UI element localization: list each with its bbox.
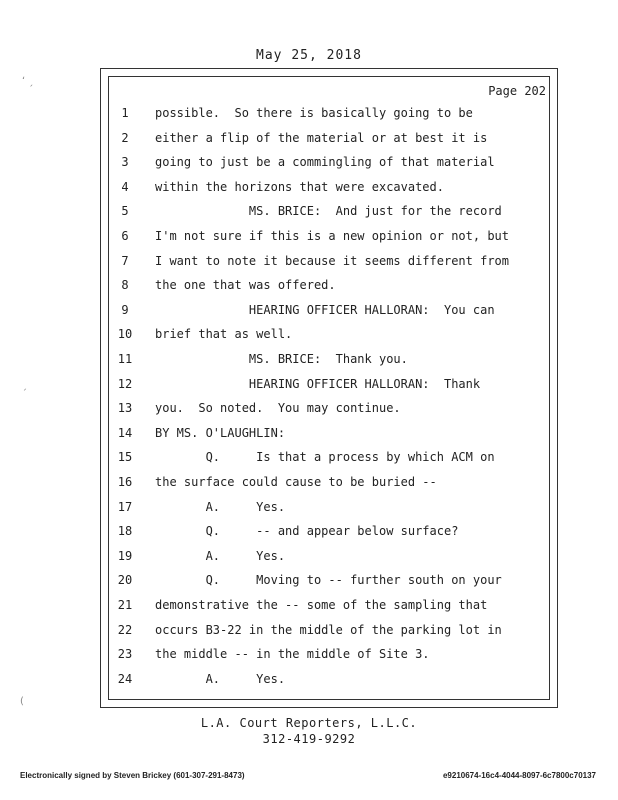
line-text: either a flip of the material or at best it is	[155, 130, 488, 145]
line-text: I'm not sure if this is a new opinion or not, but	[155, 229, 510, 243]
transcript-line	[110, 327, 550, 347]
line-number: 7	[121, 253, 129, 268]
transcript-line	[110, 647, 550, 667]
line-text: the surface could cause to be buried --	[155, 475, 437, 489]
transcript-line	[110, 524, 550, 544]
line-text: within the horizons that were excavated.	[155, 179, 444, 194]
line-number: 19	[117, 548, 133, 563]
transcript-line	[110, 352, 550, 372]
transcript-line	[110, 475, 550, 495]
transcript-line	[110, 377, 550, 397]
reporter-phone: 312-419-9292	[262, 732, 356, 746]
transcript-line	[110, 549, 550, 569]
line-number: 17	[117, 499, 133, 514]
line-text: possible. So there is basically going to be	[155, 106, 473, 120]
transcript-line	[110, 278, 550, 298]
line-number: 13	[117, 401, 133, 416]
line-number: 8	[121, 278, 129, 293]
line-number: 1	[121, 106, 129, 120]
line-text: going to just be a commingling of that material	[155, 155, 495, 170]
reporter-company: L.A. Court Reporters, L.L.C.	[200, 716, 418, 730]
line-text: occurs B3-22 in the middle of the parking lot in	[155, 622, 502, 637]
transcript-line	[110, 229, 550, 249]
line-text: Q. Is that a process by which ACM on	[155, 450, 495, 465]
transcript-line	[110, 106, 550, 126]
line-number: 11	[117, 352, 133, 366]
line-number: 6	[121, 229, 129, 243]
line-text: brief that as well.	[155, 327, 293, 342]
transcript-line	[110, 573, 550, 593]
transcript-line	[110, 180, 550, 200]
scan-mark: ˏ	[22, 380, 27, 391]
line-number: 2	[121, 130, 129, 145]
line-text: demonstrative the -- some of the sampling that	[155, 598, 488, 612]
transcript-line	[110, 500, 550, 520]
line-number: 3	[121, 155, 129, 170]
line-text: HEARING OFFICER HALLORAN: You can	[155, 302, 495, 317]
line-number: 21	[117, 598, 133, 612]
line-number: 18	[117, 524, 133, 539]
transcript-line	[110, 598, 550, 618]
transcript-line	[110, 450, 550, 470]
transcript-line	[110, 204, 550, 224]
line-number: 23	[117, 647, 133, 662]
line-text: MS. BRICE: And just for the record	[155, 204, 502, 219]
transcript-line	[110, 254, 550, 274]
transcript-line	[110, 303, 550, 323]
transcript-date: May 25, 2018	[256, 48, 362, 63]
line-text: A. Yes.	[155, 671, 286, 686]
line-text: A. Yes.	[155, 548, 286, 563]
transcript-line	[110, 131, 550, 151]
scan-mark: ʻ ˏ	[22, 76, 34, 87]
line-number: 22	[117, 622, 133, 637]
line-text: HEARING OFFICER HALLORAN: Thank	[155, 376, 481, 391]
line-text: MS. BRICE: Thank you.	[155, 352, 408, 366]
line-number: 4	[121, 179, 129, 194]
transcript-line	[110, 426, 550, 446]
line-text: Q. Moving to -- further south on your	[155, 573, 502, 588]
line-number: 24	[117, 671, 133, 686]
line-text: BY MS. O'LAUGHLIN:	[155, 425, 286, 440]
line-text: Q. -- and appear below surface?	[155, 524, 459, 539]
transcript-line	[110, 623, 550, 643]
line-number: 20	[117, 573, 133, 588]
line-number: 9	[121, 302, 129, 317]
line-number: 16	[117, 475, 133, 489]
line-number: 15	[117, 450, 133, 465]
transcript-line	[110, 401, 550, 421]
line-text: you. So noted. You may continue.	[155, 401, 401, 416]
page-number: Page 202	[488, 84, 546, 98]
line-text: I want to note it because it seems different from	[155, 253, 510, 268]
line-number: 5	[121, 204, 129, 219]
transcript-line	[110, 155, 550, 175]
line-number: 12	[117, 376, 133, 391]
line-text: the one that was offered.	[155, 278, 336, 293]
line-text: the middle -- in the middle of Site 3.	[155, 647, 430, 662]
line-number: 10	[117, 327, 133, 342]
scan-mark: (	[20, 696, 24, 707]
line-number: 14	[117, 425, 133, 440]
electronic-signature: Electronically signed by Steven Brickey (601-307-291-8473)	[20, 771, 245, 780]
line-text: A. Yes.	[155, 499, 286, 514]
transcript-line	[110, 672, 550, 692]
document-id: e9210674-16c4-4044-8097-6c7800c70137	[442, 771, 596, 780]
